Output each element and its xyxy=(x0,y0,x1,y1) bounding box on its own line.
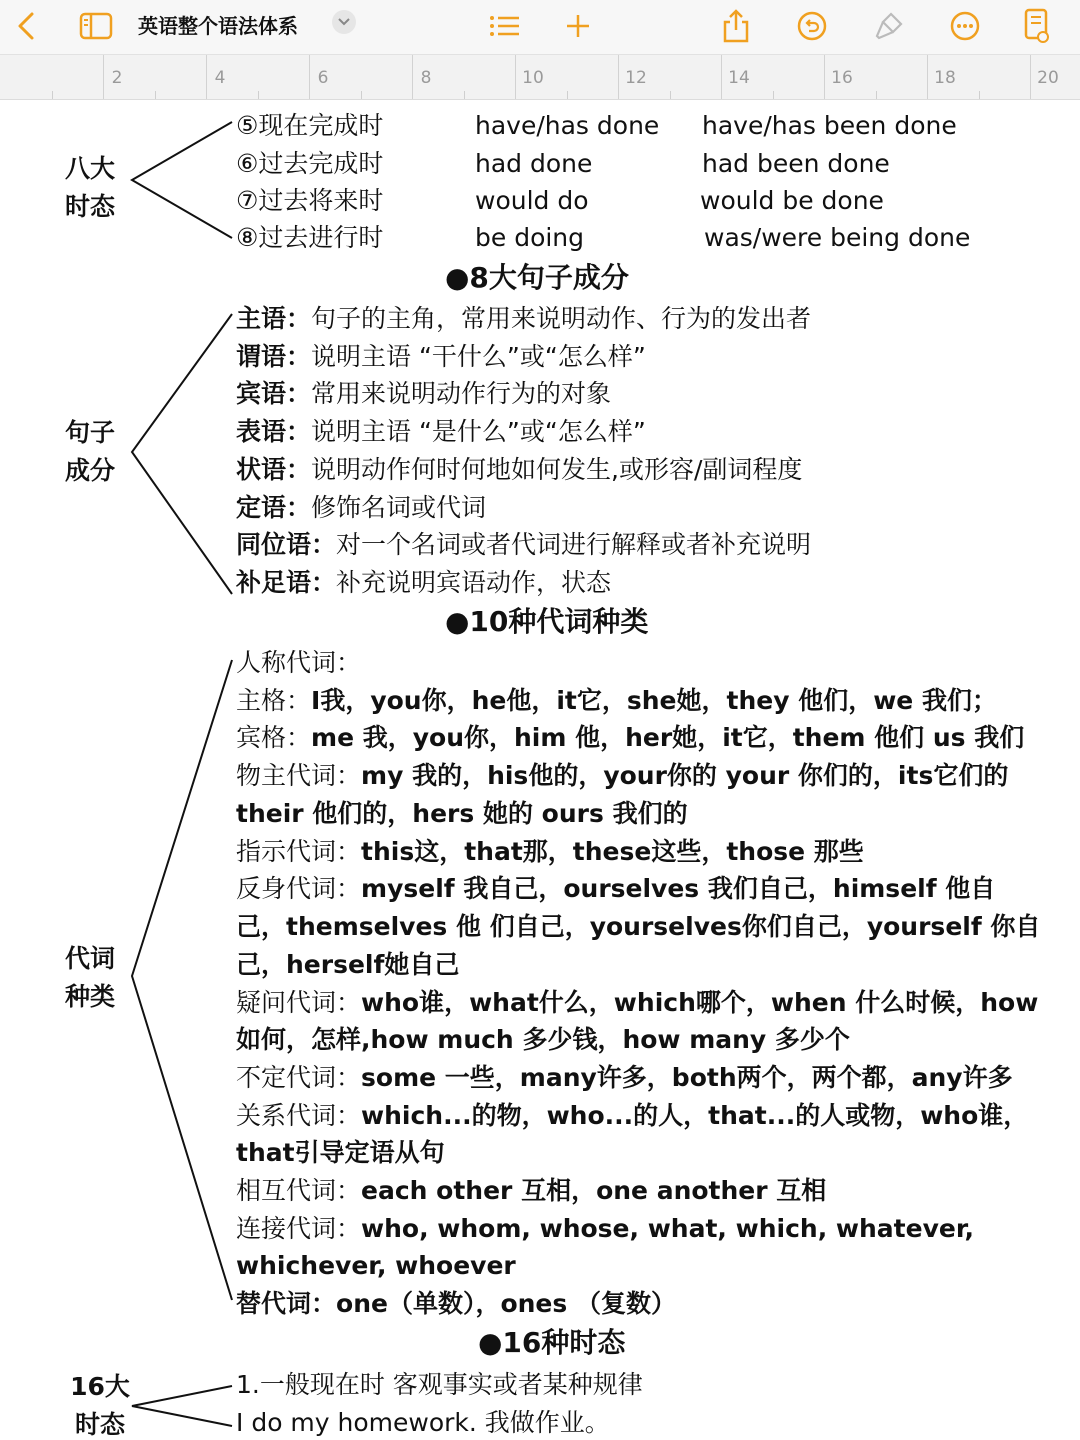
tense-active: be doing xyxy=(475,223,585,252)
ruler-tick xyxy=(721,55,722,99)
ruler-number: 6 xyxy=(317,68,329,88)
ruler-tick xyxy=(927,55,928,99)
ruler-tick xyxy=(103,55,104,99)
ruler-tick xyxy=(412,55,413,99)
pronoun-line: 不定代词：some 一些，many许多，both两个，两个都，any许多 xyxy=(236,1063,1013,1092)
sentence-part-row: 宾语：常用来说明动作行为的对象 xyxy=(236,379,612,408)
pronoun-line: 疑问代词：who谁，what什么，which哪个，when 什么时候，how xyxy=(236,988,1039,1017)
ruler-number: 4 xyxy=(214,68,226,88)
tense-active: have/has done xyxy=(475,111,660,140)
pronouns-label: 代词 种类 xyxy=(64,944,115,1011)
tense-name: ⑧过去进行时 xyxy=(236,223,384,252)
sentence-part-row: 补足语：补充说明宾语动作，状态 xyxy=(236,568,612,597)
tense-name: ⑤现在完成时 xyxy=(236,111,384,140)
undo-icon[interactable] xyxy=(795,8,829,44)
ruler-tick xyxy=(1030,55,1031,99)
pronoun-line: 连接代词：who, whom, whose, what, which, whatever, xyxy=(236,1214,974,1243)
pronoun-line: 反身代词：myself 我自己，ourselves 我们自己，himself 他自 xyxy=(236,874,996,903)
sentence-part-row: 同位语：对一个名词或者代词进行解释或者补充说明 xyxy=(236,530,812,559)
ruler[interactable] xyxy=(0,55,1080,100)
chevron-down-icon[interactable] xyxy=(332,10,356,34)
pronoun-line: 如何，怎样,how much 多少钱，how many 多少个 xyxy=(236,1025,850,1054)
back-icon[interactable] xyxy=(12,8,40,44)
tense-name: ⑥过去完成时 xyxy=(236,149,384,178)
pronoun-line: 己，herself她自己 xyxy=(236,950,460,979)
pronoun-line: 物主代词：my 我的，his他的，your你的 your 你们的，its它们的 xyxy=(236,761,1009,790)
tense-active: had done xyxy=(475,149,593,178)
ruler-number: 10 xyxy=(522,68,544,88)
sentence-parts-label: 句子 成分 xyxy=(64,418,115,485)
ruler-number: 18 xyxy=(934,68,956,88)
ruler-tick xyxy=(309,55,310,99)
sentence-part-row: 状语：说明动作何时何地如何发生,或形容/副词程度 xyxy=(236,455,803,484)
pronoun-line: 指示代词：this这，that那，these这些，those 那些 xyxy=(236,837,864,866)
section-heading: ●8大句子成分 xyxy=(445,261,629,294)
ruler-number: 20 xyxy=(1037,68,1059,88)
tense-active: would do xyxy=(475,186,589,215)
ruler-number: 12 xyxy=(625,68,647,88)
document-title[interactable]: 英语整个语法体系 xyxy=(138,14,298,38)
ruler-tick xyxy=(515,55,516,99)
tense-passive: have/has been done xyxy=(702,111,957,140)
ruler-number: 2 xyxy=(111,68,123,88)
pronoun-line: 人称代词： xyxy=(236,648,362,677)
ruler-tick xyxy=(824,55,825,99)
ruler-tick xyxy=(618,55,619,99)
tense-passive: was/were being done xyxy=(704,223,971,252)
pronoun-line: 关系代词：which...的物，who...的人，that...的人或物，who谁， xyxy=(236,1101,1029,1130)
list-icon[interactable] xyxy=(488,8,522,44)
more-icon[interactable] xyxy=(948,8,982,44)
pronoun-line: whichever, whoever xyxy=(236,1251,516,1280)
pronoun-line: that引导定语从句 xyxy=(236,1138,445,1167)
ruler-number: 14 xyxy=(728,68,750,88)
pronoun-line: their 他们的，hers 她的 ours 我们的 xyxy=(236,799,688,828)
sentence-part-row: 主语：句子的主角，常用来说明动作、行为的发出者 xyxy=(236,304,812,333)
section-heading: ●10种代词种类 xyxy=(445,605,649,638)
document-icon[interactable] xyxy=(1022,8,1052,44)
brush-icon[interactable] xyxy=(872,8,906,44)
ruler-number: 16 xyxy=(831,68,853,88)
tense-16-row: 1.一般现在时 客观事实或者某种规律 xyxy=(236,1370,643,1399)
pronoun-line: 主格：I我，you你，he他，it它，she她，they 他们，we 我们； xyxy=(236,686,997,715)
share-icon[interactable] xyxy=(720,8,752,44)
section-heading: ●16种时态 xyxy=(478,1326,626,1359)
pronoun-line: 宾格：me 我，you你，him 他，her她，it它，them 他们 us 我们 xyxy=(236,723,1025,752)
pronoun-line: 相互代词：each other 互相，one another 互相 xyxy=(236,1176,827,1205)
tenses-16-label: 16大 时态 xyxy=(70,1372,130,1439)
ruler-tick xyxy=(206,55,207,99)
sentence-part-row: 表语：说明主语 “是什么”或“怎么样” xyxy=(236,417,646,446)
plus-icon[interactable] xyxy=(563,8,593,44)
tense-name: ⑦过去将来时 xyxy=(236,186,384,215)
tenses-8-label: 八大 时态 xyxy=(64,154,115,221)
tense-passive: had been done xyxy=(702,149,890,178)
top-toolbar xyxy=(0,0,1080,55)
tense-passive: would be done xyxy=(700,186,884,215)
document-body[interactable] xyxy=(0,100,1080,1440)
pronoun-line: 替代词：one（单数），ones （复数） xyxy=(236,1289,676,1318)
tense-16-row: I do my homework. 我做作业。 xyxy=(236,1408,610,1437)
sidebar-icon[interactable] xyxy=(78,8,114,44)
ruler-number: 8 xyxy=(420,68,432,88)
sentence-part-row: 谓语：说明主语 “干什么”或“怎么样” xyxy=(236,342,646,371)
pronoun-line: 己，themselves 他 们自己，yourselves你们自己，yourself 你自 xyxy=(236,912,1041,941)
sentence-part-row: 定语：修饰名词或代词 xyxy=(236,493,487,522)
